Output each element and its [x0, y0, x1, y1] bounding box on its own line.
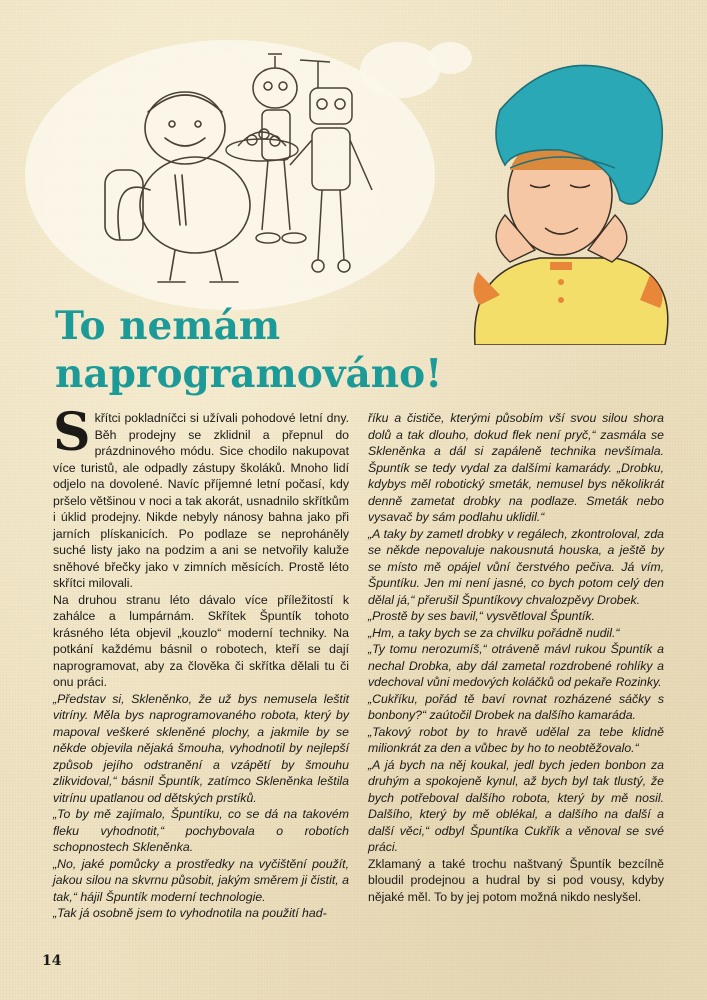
illustration-dream-robots [0, 0, 707, 345]
paragraph-text: „No, jaké pomůcky a prostředky na vyčištění použít, jakou silou na skvrnu působit, jakým směrem ji čistit, a tak,“ hájil Špuntík moderní technologie. [53, 856, 349, 904]
drop-cap: S [53, 402, 91, 463]
paragraph-text: „A taky by zametl drobky v regálech, zkontroloval, zda se někde nepovaluje nakousnutá houska, a ještě by se místo mě opájel vůní čerstvého pečiva. Já vím, Špuntíku. Jen mi není jasné, co bych potom celý den dělal já,“ přerušil Špuntíkovy chvalozpěvy Drobek. [368, 526, 664, 607]
text-column-left [53, 402, 349, 922]
paragraph [368, 625, 664, 642]
thought-bubble [25, 40, 472, 310]
article-title-line-2: naprogramováno! [55, 351, 443, 397]
paragraph [368, 526, 664, 609]
paragraph [368, 757, 664, 856]
paragraph [368, 608, 664, 625]
paragraph [53, 402, 349, 592]
text-column-right [368, 410, 664, 905]
paragraph-text: křítci pokladníčci si užívali pohodové letní dny. Běh prodejny se zklidnil a přepnul do prázdninového módu. Sice chodilo nakupovat více turistů, ale odpadly zástupy školáků. Mnoho lidí odjelo na dovolené. Navíc příjemné letní počasí, kdy pršelo většinou v noci a tak akorát, usnadnilo skřítkům i úklid prodejny. Nikde nebyly nánosy bahna jako při jarních plískanicích. Po podlaze se neproháněly suché listy jako na podzim a ani se netvořily kaluže sněhové břečky jako v zimních měsících. Prostě léto skřítci milovali. [53, 411, 349, 590]
paragraph [368, 410, 664, 526]
article-title [55, 302, 615, 398]
paragraph-text: „Takový robot by to hravě udělal za tebe klidně milionkrát za den a vůbec by ho to neobtěžovalo.“ [368, 724, 664, 755]
paragraph [53, 856, 349, 906]
paragraph-text: Na druhou stranu léto dávalo více příležitostí k zahálce a lumpárnám. Skřítek Špuntík tohoto krásného léta objevil „kouzlo“ moderní techniky. Na potkání každému básnil o robotech, kteří se dají naprogramovat, aby za člověka či skřítka dělali tu či onu práci. [53, 592, 349, 689]
paragraph-text: „Hm, a taky bych se za chvilku pořádně nudil.“ [368, 625, 620, 640]
paragraph-text: „Tak já osobně jsem to vyhodnotila na použití had- [53, 906, 327, 920]
paragraph [368, 691, 664, 724]
paragraph [53, 905, 349, 922]
paragraph [53, 691, 349, 807]
paragraph [368, 641, 664, 691]
article-title-line-1: To nemám [55, 303, 281, 349]
paragraph-text: „To by mě zajímalo, Špuntíku, co se dá na takovém fleku vyhodnotit,“ pochybovala o robotích schopnostech Skleněnka. [53, 807, 349, 854]
paragraph-text: „Prostě by ses bavil,“ vysvětloval Špuntík. [368, 609, 595, 623]
paragraph [53, 806, 349, 856]
paragraph [368, 856, 664, 906]
paragraph-text: Zklamaný a také trochu naštvaný Špuntík bezcílně bloudil prodejnou a hudral by si pod vousy, kdyby nějaké měl. To by jej potom možná nikdo neslyšel. [368, 856, 664, 904]
paragraph-text: „Ty tomu nerozumíš,“ otráveně mávl rukou Špuntík a nechal Drobka, aby dál zametal rozdrobené rohlíky a vdechoval vůni medových koláčků od pekaře Rozinky. [368, 642, 664, 689]
paragraph-text: „Představ si, Skleněnko, že už bys nemusela leštit vitríny. Měla bys naprogramovaného robota, který by mapoval veškeré skleněné plochy, a jakmile by se někde objevila nějaká šmouha, vyhodnotil by nejlepší způsob jejího odstranění a vzápětí by šmouhu zlikvidoval,“ básnil Špuntík, zatímco Skleněnka leštila vitrínu upatlanou od dětských prstíků. [53, 691, 349, 805]
paragraph-text: „Cukříku, pořád tě baví rovnat rozházené sáčky s bonbony?“ zaútočil Drobek na dalšího kamaráda. [368, 691, 664, 722]
paragraph-text: říku a čističe, kterými působím vší svou silou shora dolů a tak dlouho, dokud flek není pryč,“ zasmála se Skleněnka a dál si zapáleně technika nevšímala. Špuntík se tedy vydal za dalšími kamarády. „Drobku, kdybys měl robotický smeták, nemusel bys několikrát denně zametat drobky na podlaze. Smeták nebo vysavač by sám podlahu uklidil.“ [368, 411, 664, 524]
paragraph [53, 592, 349, 691]
paragraph [368, 724, 664, 757]
paragraph-text: „A já bych na něj koukal, jedl bych jeden bonbon za druhým a spokojeně kynul, až bych byl tak tlustý, že bych potřeboval dalšího robota, který by mě nosil. Dalšího, který by mě oblékal, a dalšího na další a další věci,“ odbyl Špuntíka Cukřík a věnoval se své práci. [368, 757, 664, 854]
page-number: 14 [42, 953, 62, 969]
